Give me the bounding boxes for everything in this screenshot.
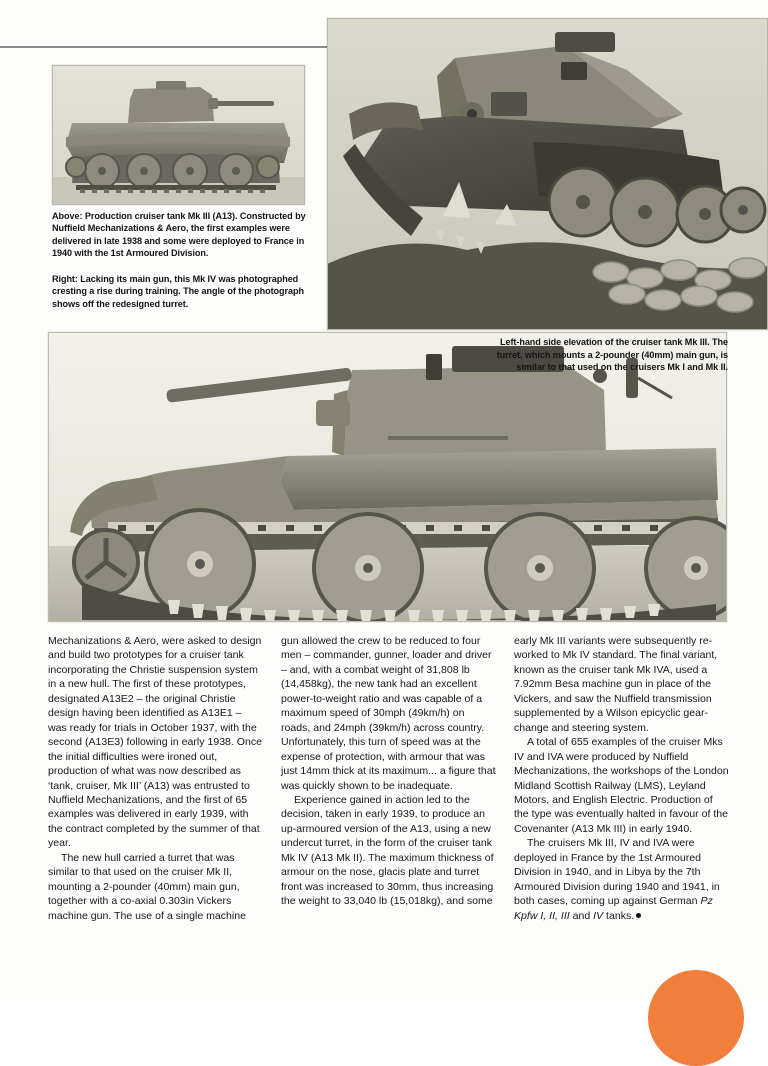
body-column-3	[514, 634, 729, 923]
caption-side-elevation: Left-hand side elevation of the cruiser tank Mk III. The turret, which mounts a 2-pounder (40mm) main gun, is similar to that used on the cruisers Mk I and Mk II.	[496, 337, 728, 373]
column3-paragraph-3	[514, 836, 729, 923]
photo-cruiser-tank-mk-iii-side-elevation	[48, 332, 727, 622]
column1-paragraph-1: Mechanizations & Aero, were asked to design and build two prototypes for a cruiser tank incorporating the Christie suspension system in a new hull. The first of these prototypes, designated A13E2 – the original Christie design having been identified as A13E1 – was ready for trials in October 1937, with the second (A13E3) following in early 1938. Once the initial difficulties were ironed out, production of what was now described as ‘tank, cruiser, Mk III’ (A13) was entrusted to Nuffield Mechanizations, and the first of 65 examples was delivered in early 1939, with the contract completed by the summer of that year.	[48, 635, 262, 850]
photo-mk-iv-cresting-rise	[327, 18, 768, 330]
body-column-2	[281, 634, 496, 923]
column1-paragraph-2: The new hull carried a turret that was similar to that used on the cruiser Mk II, mounting a 2-pounder (40mm) main gun, together with a co-axial 0.303in Vickers machine gun. The use of a single machine	[48, 851, 246, 922]
header-rule	[0, 46, 336, 48]
caption-right-photo: Right: Lacking its main gun, this Mk IV was photographed cresting a rise during training. The angle of the photograph shows off the redesigned turret.	[52, 274, 304, 309]
end-of-article-mark	[636, 913, 641, 918]
article-body	[48, 634, 730, 923]
column3-paragraph-3-lead: The cruisers Mk III, IV and IVA were deployed in France by the 1st Armoured Division in 1940, and in Libya by the 7th Armoured Division during 1940 and 1941, in both cases, coming up against German	[514, 837, 720, 908]
column3-paragraph-3-tail: tanks.	[603, 909, 635, 922]
column2-paragraph-1: gun allowed the crew to be reduced to four men – commander, gunner, loader and driver – and, with a combat weight of 31,808 lb (14,458kg), the new tank had an excellent power-to-weight ratio and was capable of a maximum speed of 30mph (49km/h) on roads, and 24mph (39km/h) across country. Unfortunately, this turn of speed was at the expense of protection, with armour that was just 14mm thick at its maximum... a figure that was quickly shown to be inadequate.	[281, 635, 496, 792]
column2-paragraph-2: Experience gained in action led to the decision, taken in early 1939, to produce an up-armoured version of the A13, using a new undercut turret, in the form of the cruiser tank Mk IV (A13 Mk II). The maximum thickness of armour on the nose, glacis plate and turret front was increased to 30mm, thus increasing the weight to 33,040 lb (15,018kg), and some	[281, 793, 494, 908]
column3-tank-designation-2: IV	[593, 909, 604, 922]
column3-tank-designation-1: Pz Kpfw I, II, III	[514, 895, 713, 922]
column3-paragraph-3-mid: and	[569, 909, 594, 922]
body-column-1	[48, 634, 263, 923]
decorative-orange-circle	[648, 970, 744, 1066]
photo-production-cruiser-tank-mk-iii	[52, 65, 305, 205]
caption-above-photo: Above: Production cruiser tank Mk III (A13). Constructed by Nuffield Mechanizations & Aero, the first examples were delivered in late 1938 and some were deployed to France in 1940 with the 1st Armoured Division.	[52, 211, 306, 259]
column3-paragraph-2: A total of 655 examples of the cruiser Mks IV and IVA were produced by Nuffield Mechanizations, the workshops of the London Midland Scottish Railway (LMS), Leyland Motors, and English Electric. Production of the type was eventually halted in favour of the Covenanter (A13 Mk III) in early 1940.	[514, 736, 729, 835]
column3-paragraph-1: early Mk III variants were subsequently re-worked to Mk IV standard. The final variant, known as the cruiser tank Mk IVA, used a 7.92mm Besa machine gun in place of the Vickers, and saw the Nuffield transmission supplemented by a Wilson epicyclic gear-change and steering system.	[514, 635, 718, 734]
